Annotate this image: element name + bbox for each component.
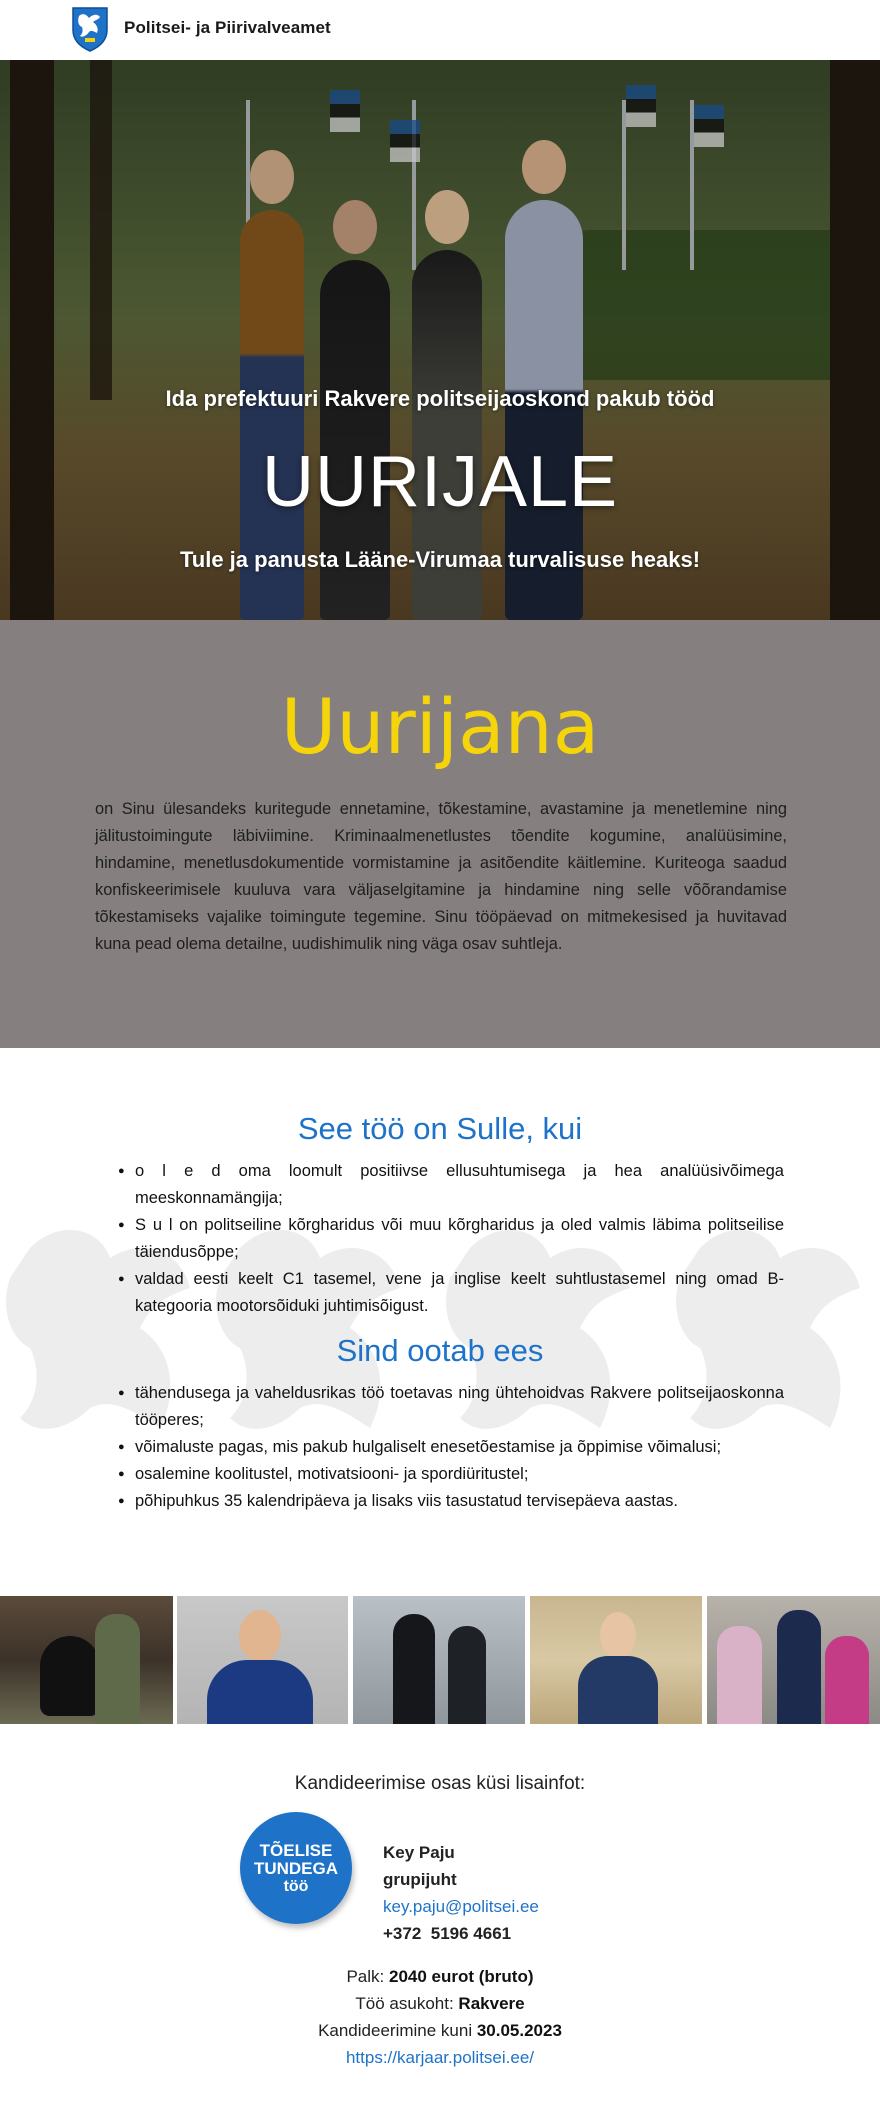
- officer-figure: [448, 1626, 486, 1724]
- list-item: ● tähendusega ja vaheldusrikas töö toetavas ning ühtehoidvas Rakvere politseijaoskonna tööperes;: [118, 1380, 784, 1434]
- badge-line: TÕELISE: [259, 1841, 333, 1860]
- offer-title: Sind ootab ees: [336, 1333, 544, 1368]
- photo-officer-children: [707, 1596, 880, 1724]
- dog-figure: [40, 1636, 100, 1716]
- officer-figure: [393, 1614, 435, 1724]
- job-description-text: on Sinu ülesandeks kuritegude ennetamine, tõkestamine, avastamine ja menetlemine ning jälitustoimingute läbiviimine. Kriminaalmenetlustes tõendite kogumine, analüüsimine, hindamine, menetlusdokumentide vormistamine ja asitõendite käitlemine. Kuriteoga saadud konfiskeerimisele kuuluva vara väljaselgitamine ja hindamine ning selle võõrandamise tõkestamiseks vajalike toimingute tegemine. Sinu tööpäevad on mitmekesised ja huvitavad kuna pead olema detailne, uudishimulik ning väga osav suhtleja.: [95, 800, 787, 953]
- deadline-line: [0, 2021, 880, 2041]
- contact-email-link[interactable]: key.paju@politsei.ee: [383, 1897, 539, 1916]
- list-item: ● osalemine koolitustel, motivatsiooni- ja spordiüritustel;: [118, 1461, 784, 1488]
- photo-border-officer: [530, 1596, 702, 1724]
- contact-role: grupijuht: [383, 1870, 457, 1889]
- hero-subtitle: Ida prefektuuri Rakvere politseijaoskond pakub tööd: [165, 386, 715, 411]
- contact-name: Key Paju: [383, 1843, 455, 1862]
- officer-head: [600, 1612, 636, 1658]
- toelise-tundega-too-badge: [240, 1812, 352, 1924]
- handler-figure: [95, 1614, 140, 1724]
- salary-line: [0, 1967, 880, 1987]
- badge-line: TUNDEGA: [253, 1859, 339, 1878]
- salary-label: Palk:: [346, 1967, 389, 1986]
- officer-figure: [777, 1610, 821, 1724]
- requirements-section: [0, 1048, 880, 1596]
- deadline-label: Kandideerimine kuni: [318, 2021, 477, 2040]
- location-label: Töö asukoht:: [355, 1994, 459, 2013]
- badge-line: töö: [283, 1878, 309, 1895]
- officer-body: [578, 1656, 658, 1724]
- job-description-section: [0, 620, 880, 1048]
- photo-two-officers: [353, 1596, 525, 1724]
- contact-title: Kandideerimise osas küsi lisainfot:: [294, 1773, 586, 1794]
- child-figure: [825, 1636, 869, 1724]
- photo-police-dog: [0, 1596, 173, 1724]
- list-item: ● o l e d oma loomult positiivse ellusuhtumisega ja hea analüüsivõimega meeskonnamängija;: [118, 1158, 784, 1212]
- location-line: [0, 1994, 880, 2014]
- requirements-title: See töö on Sulle, kui: [297, 1111, 583, 1146]
- photo-officer-portrait: [177, 1596, 348, 1724]
- organization-name: Politsei- ja Piirivalveamet: [124, 18, 331, 37]
- list-item: ● valdad eesti keelt C1 tasemel, vene ja inglise keelt suhtlustasemel ning omad B-kategooria mootorsõiduki juhtimisõigust.: [118, 1266, 784, 1320]
- hero-title: UURIJALE: [261, 442, 619, 522]
- portrait-head: [239, 1610, 281, 1662]
- list-item: ● põhipuhkus 35 kalendripäeva ja lisaks viis tasustatud tervisepäeva aastas.: [118, 1488, 784, 1515]
- list-item: ● võimaluste pagas, mis pakub hulgaliselt enesetõestamise ja õppimise võimalusi;: [118, 1434, 784, 1461]
- offer-list: [118, 1380, 784, 1515]
- police-crest-logo-icon: [71, 6, 109, 52]
- list-item: ● S u l on politseiline kõrgharidus või muu kõrgharidus ja oled valmis läbima politseilise täiendusõppe;: [118, 1212, 784, 1266]
- hero-banner: [0, 60, 880, 620]
- contact-phone: +372 5196 4661: [383, 1924, 512, 1943]
- photo-strip: [0, 1596, 880, 1724]
- hero-overlay: [0, 60, 880, 620]
- hero-tagline: Tule ja panusta Lääne-Virumaa turvalisuse heaks!: [179, 547, 701, 572]
- portrait-body: [207, 1660, 313, 1724]
- requirements-list: [118, 1158, 784, 1320]
- header: [0, 0, 880, 60]
- salary-value: 2040 eurot (bruto): [389, 1967, 534, 1986]
- job-description-title: Uurijana: [280, 682, 600, 771]
- deadline-value: 30.05.2023: [476, 2021, 562, 2040]
- career-site-link[interactable]: https://karjaar.politsei.ee/: [345, 2048, 535, 2067]
- location-value: Rakvere: [458, 1994, 525, 2013]
- child-figure: [717, 1626, 762, 1724]
